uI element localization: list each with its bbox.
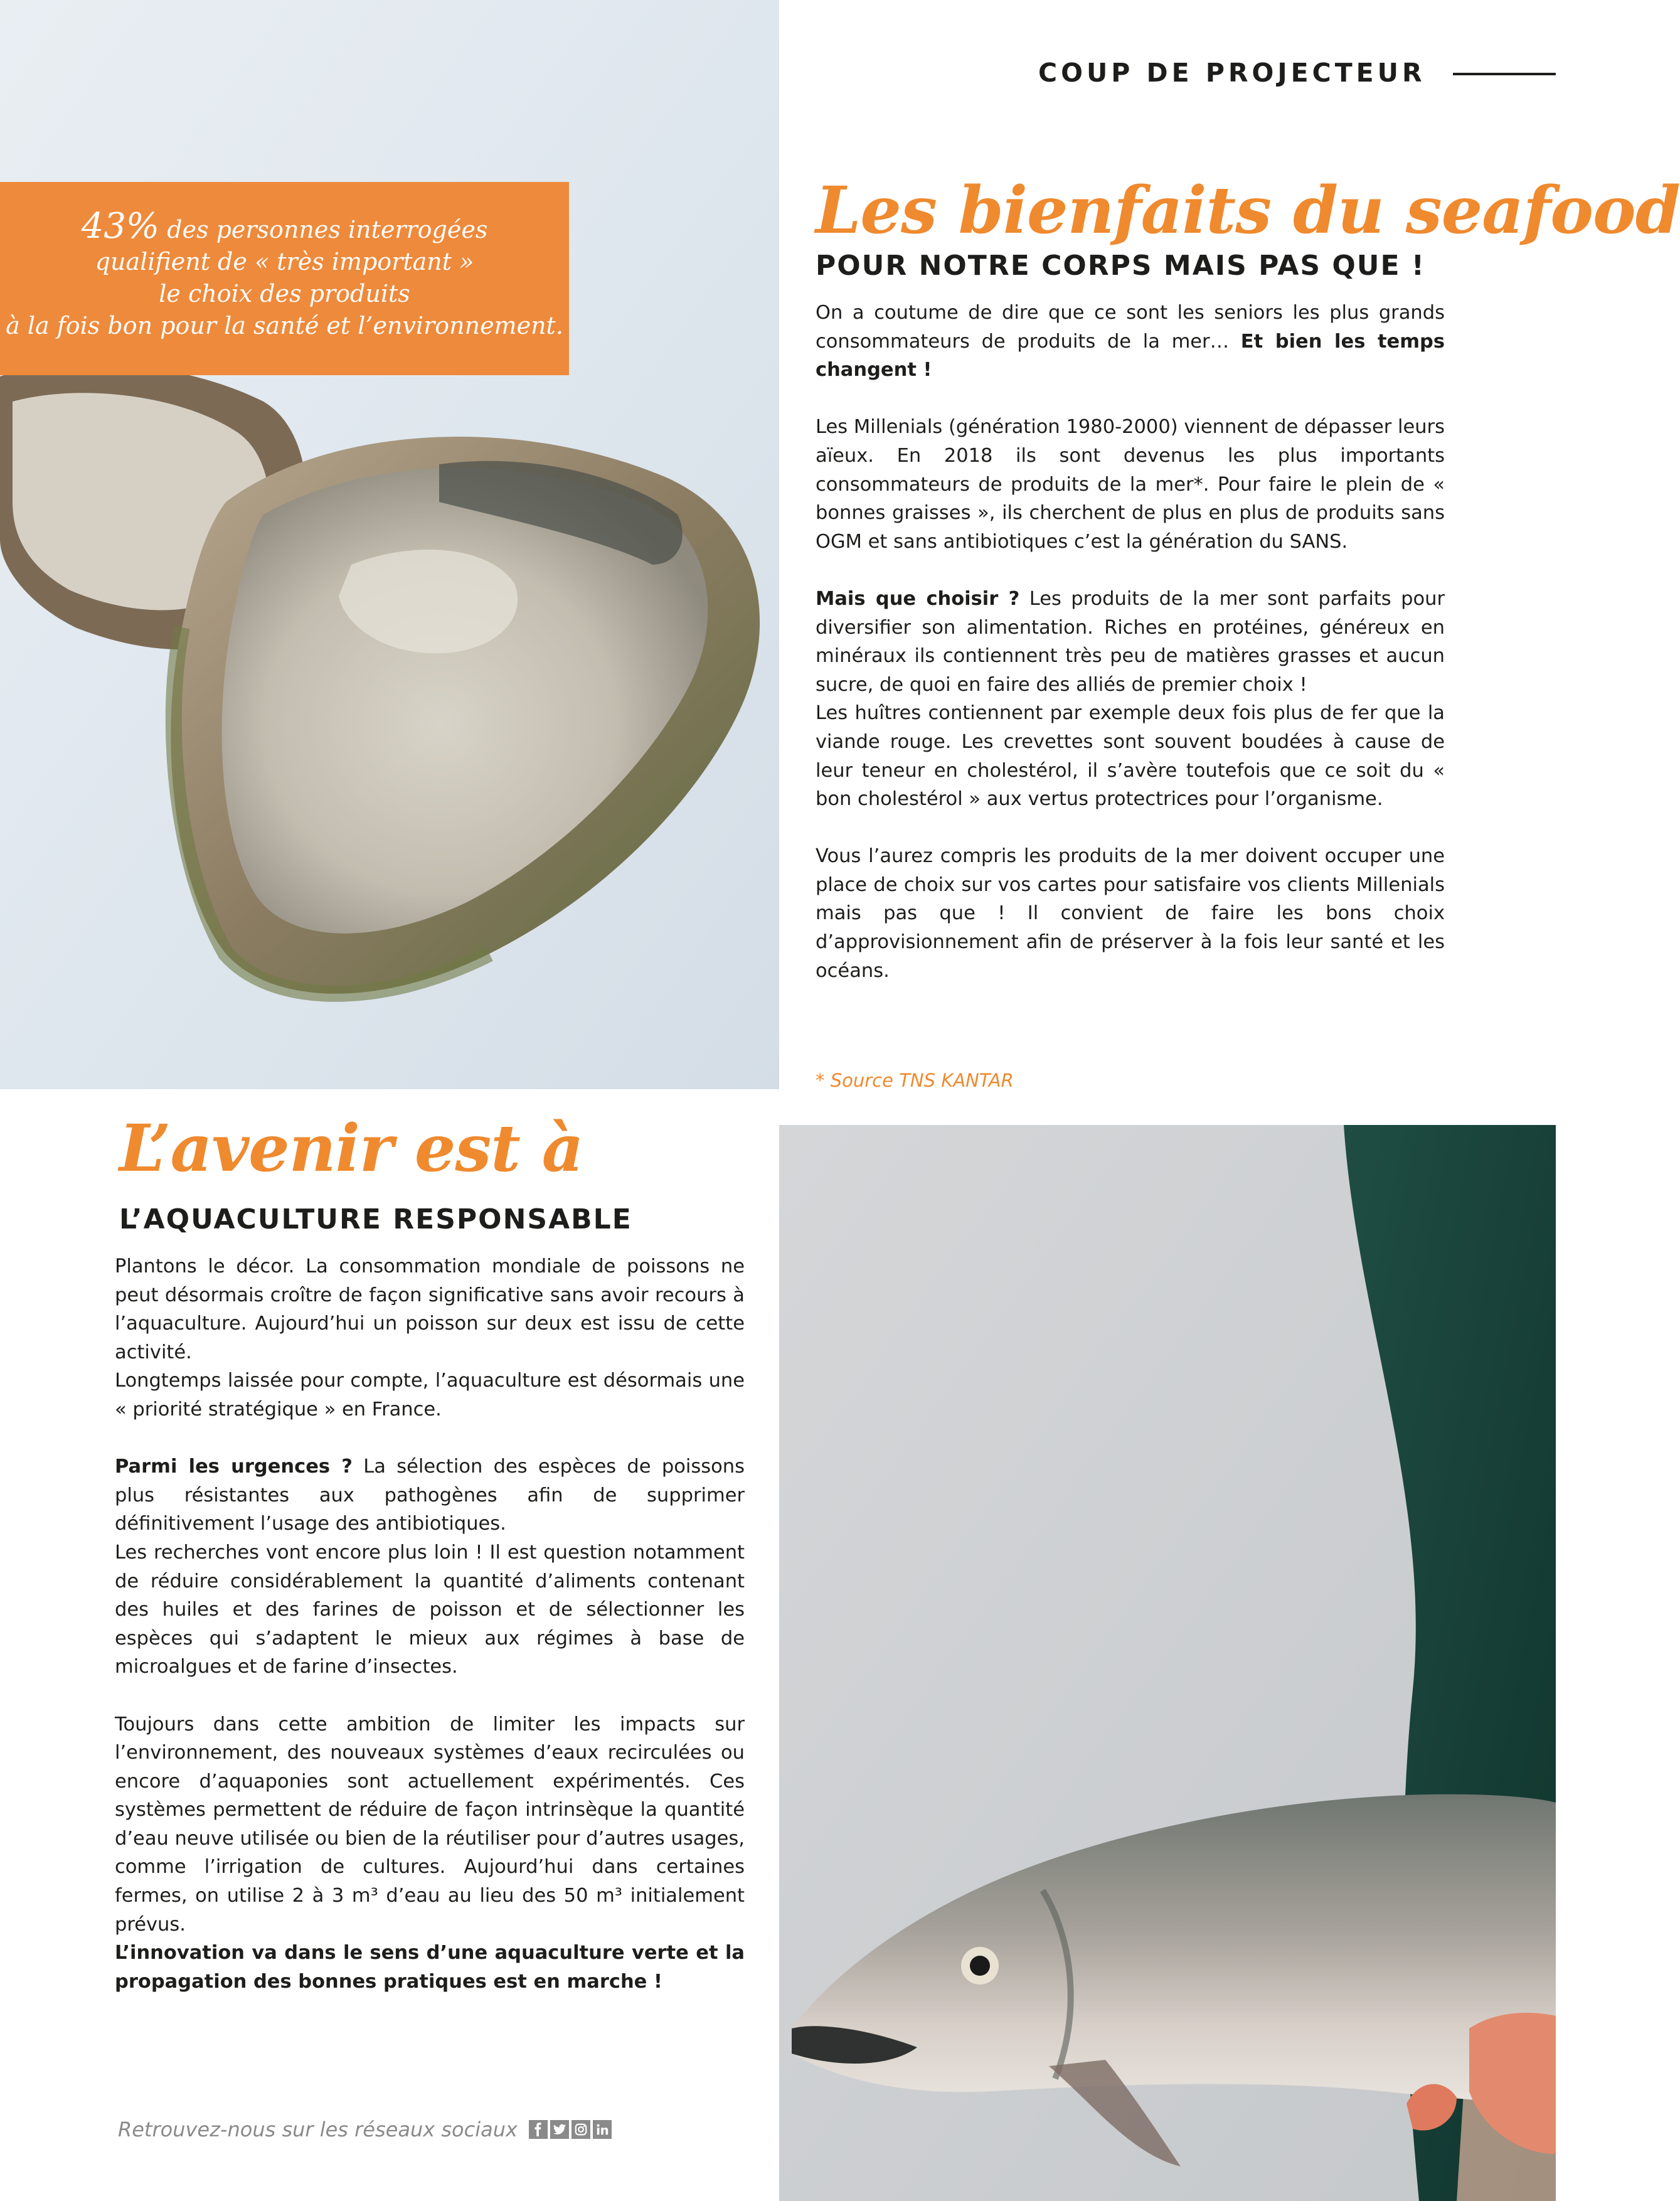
article-2-p6-bold: L’innovation va dans le sens d’une aquaculture verte et la propagation des bonnes pratiques est en marche ! (115, 1942, 745, 1993)
linkedin-icon[interactable] (593, 2120, 612, 2139)
twitter-icon[interactable] (550, 2120, 569, 2139)
article-1-subtitle: POUR NOTRE CORPS MAIS PAS QUE ! (816, 250, 1425, 282)
header-rule (1453, 73, 1556, 75)
article-1-paragraph-3 (816, 585, 1445, 699)
article-2-title: L’avenir est à (119, 1111, 583, 1186)
article-2-subtitle: L’AQUACULTURE RESPONSABLE (119, 1203, 632, 1235)
article-2-p3-bold: Parmi les urgences ? (115, 1456, 353, 1478)
footer (118, 2118, 612, 2141)
social-icons (529, 2120, 612, 2139)
footer-text: Retrouvez-nous sur les réseaux sociaux (118, 2118, 518, 2141)
article-2-body (115, 1252, 745, 1996)
statistic-callout (0, 182, 569, 375)
article-2-paragraph-6 (115, 1939, 745, 1996)
article-2-paragraph-3 (115, 1452, 745, 1538)
facebook-icon[interactable] (529, 2120, 548, 2139)
article-2-paragraph-1: Plantons le décor. La consommation mondiale de poissons ne peut désormais croître de façon significative sans avoir recours à l’aquaculture. Aujourd’hui un poisson sur deux est issu de cette activité. (115, 1255, 745, 1363)
callout-line-1-rest: des personnes interrogées (159, 216, 488, 243)
article-1-p3-text: Les produits de la mer sont parfaits pour diversifier son alimentation. Riches en protéines, généreux en minéraux ils contiennent très peu de matières grasses et aucun sucre, de quoi en faire des alliés de premier choix ! (816, 587, 1445, 696)
article-2-paragraph-4: Les recherches vont encore plus loin ! Il est question notamment de réduire considérablement la quantité d’aliments contenant des huiles et des farines de poisson et de sélectionner les espèces qui s’adaptent le mieux aux régimes à base de microalgues et de farine d’insectes. (115, 1541, 745, 1678)
section-header: COUP DE PROJECTEUR (1038, 58, 1426, 88)
article-1-p3-bold: Mais que choisir ? (816, 587, 1020, 610)
article-1-p1-bold: Et bien les temps changent ! (816, 330, 1445, 381)
article-2-p3-text: La sélection des espèces de poissons plus résistantes aux pathogènes afin de supprimer définitivement l’usage des antibiotiques. (115, 1456, 745, 1535)
instagram-icon[interactable] (572, 2120, 590, 2139)
article-1-title: Les bienfaits du seafood (816, 173, 1680, 248)
oyster-photo (0, 0, 779, 1089)
article-1-paragraph-1 (816, 299, 1445, 385)
salmon-photo (779, 1125, 1556, 2201)
article-1-p1-text: On a coutume de dire que ce sont les seniors les plus grands consommateurs de produits de la mer… (816, 302, 1445, 353)
callout-line-4: à la fois bon pour la santé et l’environnement. (6, 312, 563, 339)
article-2-paragraph-2: Longtemps laissée pour compte, l’aquaculture est désormais une « priorité stratégique » en France. (115, 1370, 745, 1420)
source-note: * Source TNS KANTAR (816, 1070, 1014, 1091)
callout-line-3: le choix des produits (159, 280, 410, 307)
callout-line-1 (0, 206, 569, 247)
article-1-paragraph-4: Les huîtres contiennent par exemple deux fois plus de fer que la viande rouge. Les crevettes sont souvent boudées à cause de leur teneur en cholestérol, il s’avère toutefois que ce soit du « bon cholestérol » aux vertus protectrices pour l’organisme. (816, 702, 1445, 811)
article-1-paragraph-2: Les Millenials (génération 1980-2000) viennent de dépasser leurs aïeux. En 2018 ils sont devenus les plus importants consommateurs de produits de la mer*. Pour faire le plein de « bonnes graisses », ils cherchent de plus en plus de produits sans OGM et sans antibiotiques c’est la génération du SANS. (816, 416, 1445, 553)
article-1-paragraph-5: Vous l’aurez compris les produits de la mer doivent occuper une place de choix sur vos cartes pour satisfaire vos clients Millenials mais pas que ! Il convient de faire les bons choix d’approvisionnement afin de préserver à la fois leur santé et les océans. (816, 845, 1445, 982)
callout-highlight: 43% (81, 206, 160, 247)
article-2-paragraph-5: Toujours dans cette ambition de limiter les impacts sur l’environnement, des nouveaux systèmes d’eaux recirculées ou encore d’aquaponies sont actuellement expérimentés. Ces systèmes permettent de réduire de façon intrinsèque la quantité d’eau neuve utilisée ou bien de la réutiliser pour d’autres usages, comme l’irrigation de cultures. Aujourd’hui dans certaines fermes, on utilise 2 à 3 m³ d’eau au lieu des 50 m³ initialement prévus. (115, 1713, 745, 1936)
article-1-body (816, 299, 1445, 985)
callout-line-2: qualifient de « très important » (95, 248, 474, 275)
